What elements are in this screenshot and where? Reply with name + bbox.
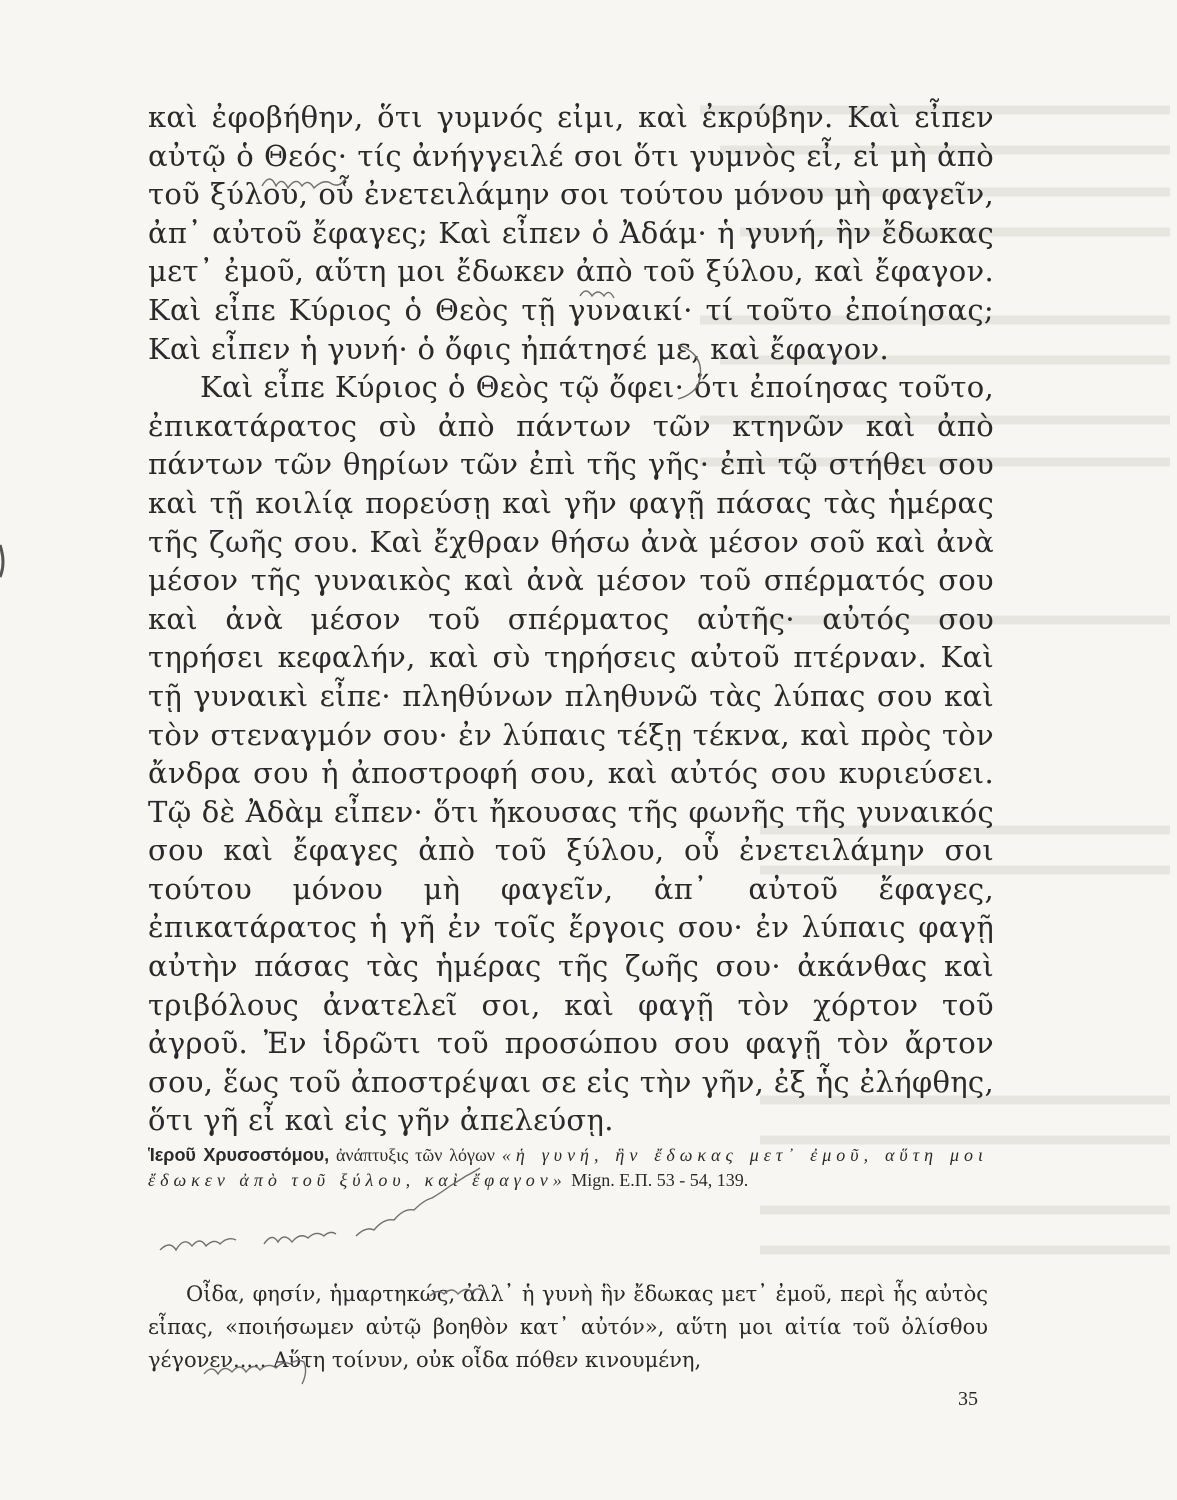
footnote-reference: Mign. Ε.Π. 53 - 54, 139. <box>571 1170 749 1190</box>
page-number: 35 <box>958 1388 978 1410</box>
footnote-author: Ἱεροῦ Χρυσοστόμου, <box>148 1145 330 1165</box>
main-text <box>148 98 994 1140</box>
footnote <box>148 1143 988 1193</box>
main-paragraph-2: Καὶ εἶπε Κύριος ὁ Θεὸς τῷ ὄφει· ὅτι ἐποίησας τοῦτο, ἐπικατάρατος σὺ ἀπὸ πάντων τῶν κτηνῶν καὶ ἀπὸ πάντων τῶν θηρίων τῶν ἐπὶ τῆς γῆς· ἐπὶ τῷ στήθει σου καὶ τῇ κοιλίᾳ πορεύσῃ καὶ γῆν φαγῇ πάσας τὰς ἡμέρας τῆς ζωῆς σου. Καὶ ἔχθραν θήσω ἀνὰ μέσον σοῦ καὶ ἀνὰ μέσον τῆς γυναικὸς καὶ ἀνὰ μέσον τοῦ σπέρματός σου καὶ ἀνὰ μέσον τοῦ σπέρματος αὐτῆς· αὐτός σου τηρήσει κεφαλήν, καὶ σὺ τηρήσεις αὐτοῦ πτέρναν. Καὶ τῇ γυναικὶ εἶπε· πληθύνων πληθυνῶ τὰς λύπας σου καὶ τὸν στεναγμόν σου· ἐν λύπαις τέξῃ τέκνα, καὶ πρὸς τὸν ἄνδρα σου ἡ ἀποστροφή σου, καὶ αὐτός σου κυριεύσει. Τῷ δὲ Ἀδὰμ εἶπεν· ὅτι ἤκουσας τῆς φωνῆς τῆς γυναικός σου καὶ ἔφαγες ἀπὸ τοῦ ξύλου, οὗ ἐνετειλάμην σοι τούτου μόνου μὴ φαγεῖν, ἀπ᾽ αὐτοῦ ἔφαγες, ἐπικατάρατος ἡ γῆ ἐν τοῖς ἔργοις σου· ἐν λύπαις φαγῇ αὐτὴν πάσας τὰς ἡμέρας τῆς ζωῆς σου· ἀκάνθας καὶ τριβόλους ἀνατελεῖ σοι, καὶ φαγῇ τὸν χόρτον τοῦ ἀγροῦ. Ἐν ἱδρῶτι τοῦ προσώπου σου φαγῇ τὸν ἄρτον σου, ἕως τοῦ ἀποστρέψαι σε εἰς τὴν γῆν, ἐξ ἧς ἐλήφθης, ὅτι γῆ εἶ καὶ εἰς γῆν ἀπελεύσῃ. <box>148 370 994 1138</box>
annotation-stroke-4 <box>160 1239 236 1250</box>
commentary-text: Οἶδα, φησίν, ἡμαρτηκώς, ἀλλ᾽ ἡ γυνὴ ἣν ἔδωκας μετ᾽ ἐμοῦ, περὶ ἧς αὐτὸς εἶπας, «ποιήσωμεν αὐτῷ βοηθὸν κατ᾽ αὐτόν», αὕτη μοι αἰτία τοῦ ὀλίσθου γέγονεν..... Αὕτη τοίνυν, οὐκ οἶδα πόθεν κινουμένη, <box>148 1282 988 1372</box>
main-paragraph-1: καὶ ἐφοβήθην, ὅτι γυμνός εἰμι, καὶ ἐκρύβην. Καὶ εἶπεν αὐτῷ ὁ Θεός· τίς ἀνήγγειλέ σοι ὅτι γυμνὸς εἶ, εἰ μὴ ἀπὸ τοῦ ξύλου, οὗ ἐνετειλάμην σοι τούτου μόνου μὴ φαγεῖν, ἀπ᾽ αὐτοῦ ἔφαγες; Καὶ εἶπεν ὁ Ἀδάμ· ἡ γυνή, ἣν ἔδωκας μετ᾽ ἐμοῦ, αὕτη μοι ἔδωκεν ἀπὸ τοῦ ξύλου, καὶ ἔφαγον. Καὶ εἶπε Κύριος ὁ Θεὸς τῇ γυναικί· τί τοῦτο ἐποίησας; Καὶ εἶπεν ἡ γυνή· ὁ ὄφις ἠπάτησέ με, καὶ ἔφαγον. <box>148 100 994 366</box>
annotation-stroke-5 <box>264 1232 336 1244</box>
footnote-quote: «ἡ γυνή, ἣν ἔδωκας μετ᾽ ἐμοῦ, αὕτη μοι ἔδωκεν ἀπὸ τοῦ ξύλου, καὶ ἔφαγον» <box>148 1145 989 1190</box>
footnote-intro: ἀνάπτυξις τῶν λόγων <box>336 1145 495 1165</box>
